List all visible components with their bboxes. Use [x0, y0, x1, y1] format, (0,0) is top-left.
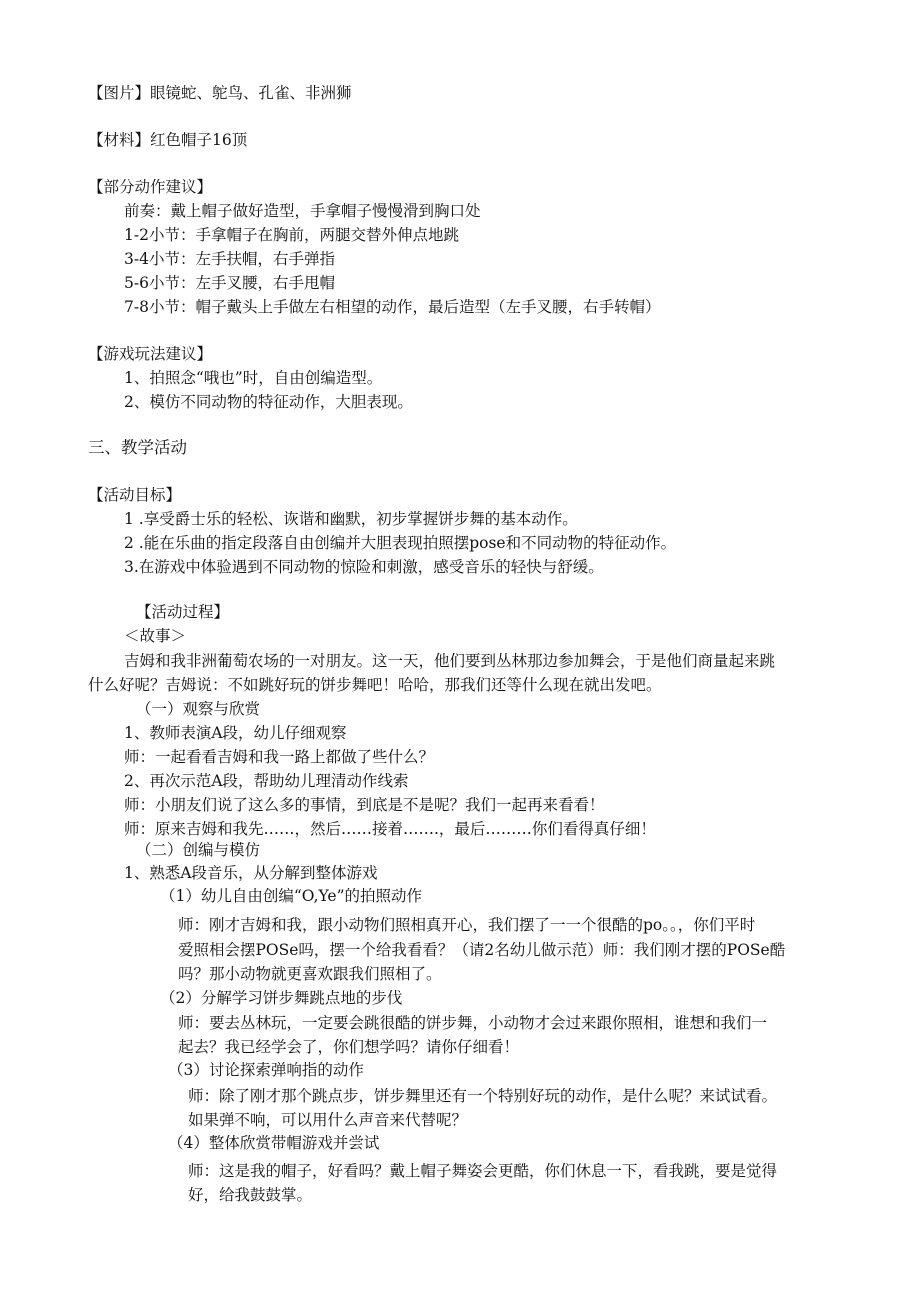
sub-line: 爱照相会摆POSe吗，摆一个给我看看？（请2名幼儿做示范）师：我们刚才摆的POSe酷	[178, 941, 786, 959]
moves-line: 5-6小节：左手叉腰，右手甩帽	[124, 274, 335, 292]
goal-line: 2 .能在乐曲的指定段落自由创编并大胆表现拍照摆pose和不同动物的特征动作。	[124, 534, 677, 552]
sub-heading: （1）幼儿自由创编“O,Ye”的拍照动作	[160, 887, 422, 905]
part-line: 师：一起看看吉姆和我一路上都做了些什么？	[124, 748, 435, 766]
sub-line: 好，给我鼓鼓掌。	[188, 1186, 313, 1204]
sub-line: 如果弹不响，可以用什么声音来代替呢？	[188, 1111, 468, 1129]
sub-line: 师：这是我的帽子，好看吗？戴上帽子舞姿会更酷，你们休息一下，看我跳，要是觉得	[188, 1162, 778, 1180]
part-heading: （一）观察与欣赏	[136, 700, 261, 718]
moves-line: 3-4小节：左手扶帽，右手弹指	[124, 250, 335, 268]
process-heading: 【活动过程】	[136, 603, 230, 621]
goal-line: 1 .享受爵士乐的轻松、诙谐和幽默，初步掌握饼步舞的基本动作。	[124, 510, 578, 528]
part-line: 师：小朋友们说了这么多的事情，到底是不是呢？我们一起再来看看！	[124, 796, 605, 814]
part-line: 1、熟悉A段音乐，从分解到整体游戏	[124, 864, 378, 882]
sub-line: 师：刚才吉姆和我，跟小动物们照相真开心，我们摆了一一个很酷的po。。，你们平时	[178, 916, 756, 934]
story-line: 吉姆和我非洲葡萄农场的一对朋友。这一天，他们要到丛林那边参加舞会，于是他们商量起来跳	[124, 652, 776, 670]
pictures-line: 【图片】眼镜蛇、鸵鸟、孔雀、非洲狮	[88, 84, 352, 102]
story-line: 什么好呢？吉姆说：不如跳好玩的饼步舞吧！哈哈，那我们还等什么现在就出发吧。	[88, 676, 662, 694]
goals-heading: 【活动目标】	[88, 486, 182, 504]
goal-line: 3.在游戏中体验遇到不同动物的惊险和刺激，感受音乐的轻快与舒缓。	[124, 558, 604, 576]
part-line: 1、教师表演A段，幼儿仔细观察	[124, 724, 347, 742]
sub-heading: （4）整体欣赏带帽游戏并尝试	[168, 1134, 380, 1152]
part-heading: （二）创编与模仿	[136, 841, 261, 859]
sub-line: 师：除了刚才那个跳点步，饼步舞里还有一个特别好玩的动作，是什么呢？来试试看。	[188, 1087, 778, 1105]
story-label: ＜故事＞	[124, 627, 187, 645]
sub-line: 吗？那小动物就更喜欢跟我们照相了。	[178, 965, 442, 983]
section-heading: 三、教学活动	[88, 438, 187, 457]
game-line: 1、拍照念“哦也”时，自由创编造型。	[124, 369, 383, 387]
moves-line: 前奏：戴上帽子做好造型，手拿帽子慢慢滑到胸口处	[124, 202, 481, 220]
moves-line: 1-2小节：手拿帽子在胸前，两腿交替外伸点地跳	[124, 226, 459, 244]
materials-line: 【材料】红色帽子16顶	[88, 131, 248, 149]
moves-line: 7-8小节：帽子戴头上手做左右相望的动作，最后造型（左手叉腰，右手转帽）	[124, 298, 661, 316]
sub-heading: （2）分解学习饼步舞跳点地的步伐	[160, 989, 403, 1007]
part-line: 2、再次示范A段，帮助幼儿理清动作线索	[124, 772, 409, 790]
moves-heading: 【部分动作建议】	[88, 178, 213, 196]
part-line: 师：原来吉姆和我先……，然后……接着…….，最后………你们看得真仔细！	[124, 820, 656, 838]
sub-line: 起去？我已经学会了，你们想学吗？请你仔细看！	[178, 1038, 520, 1056]
sub-heading: （3）讨论探索弹响指的动作	[168, 1061, 364, 1079]
game-heading: 【游戏玩法建议】	[88, 345, 213, 363]
game-line: 2、模仿不同动物的特征动作，大胆表现。	[124, 393, 413, 411]
sub-line: 师：要去丛林玩，一定要会跳很酷的饼步舞，小动物才会过来跟你照相，谁想和我们一	[178, 1014, 768, 1032]
